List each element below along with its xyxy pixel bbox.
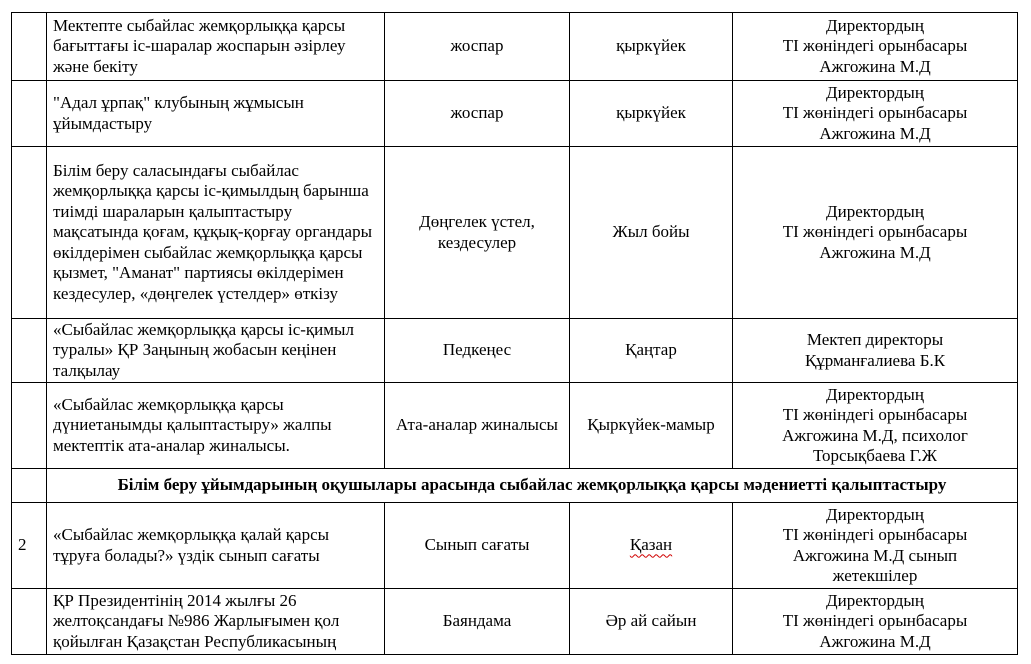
row-number (12, 469, 47, 503)
term-text: Қазан (629, 535, 673, 555)
responsible-line: Ажгожина М.Д сынып (792, 545, 958, 565)
row-number (12, 81, 47, 147)
form-cell: жоспар (385, 81, 570, 147)
event-cell: Білім беру саласындағы сыбайлас жемқорлыққа қарсы іс-қимылдың барынша тиімді шараларын қалыптастыру мақсатында қоғам, құқық-қорғау органдары өкілдерімен сыбайлас жемқорлыққа қарсы қызмет, "Аманат" партиясы өкілдерімен кездесулер, «дөңгелек үстелдер» өткізу (47, 147, 385, 319)
row-number (12, 13, 47, 81)
term-cell: қыркүйек (570, 81, 733, 147)
responsible-line: ТІ жөніндегі орынбасары (782, 222, 968, 242)
responsible-line: Мектеп директоры (806, 330, 944, 349)
form-cell: Педкеңес (385, 319, 570, 383)
term-cell: Қаңтар (570, 319, 733, 383)
responsible-line: Ажгожина М.Д (819, 56, 931, 76)
term-cell: Қыркүйек-мамыр (570, 383, 733, 469)
responsible-line: Торсықбаева Г.Ж (812, 446, 938, 465)
responsible-cell (733, 383, 1018, 469)
responsible-line: Ажгожина М.Д (819, 242, 931, 262)
anticorruption-plan-table (11, 12, 1018, 655)
event-cell: ҚР Президентінің 2014 жылғы 26 желтоқсандағы №986 Жарлығымен қол қойылған Қазақстан Республикасының (47, 589, 385, 655)
responsible-line: ТІ жөніндегі орынбасары (782, 405, 968, 424)
table-row (12, 589, 1018, 655)
section-title: Білім беру ұйымдарының оқушылары арасында сыбайлас жемқорлыққа қарсы мәдениетті қалыптастыру (47, 469, 1018, 503)
event-cell: Мектепте сыбайлас жемқорлыққа қарсы бағыттағы іс-шаралар жоспарын әзірлеу және бекіту (47, 13, 385, 81)
form-cell: Баяндама (385, 589, 570, 655)
form-cell: Дөңгелек үстел, кездесулер (385, 147, 570, 319)
responsible-line: Директордың (826, 201, 924, 221)
responsible-cell (733, 589, 1018, 655)
responsible-line: ТІ жөніндегі орынбасары (782, 36, 968, 56)
responsible-line: Директордың (826, 82, 924, 102)
responsible-line: Ажгожина М.Д (819, 631, 931, 651)
responsible-line: Директордың (826, 15, 924, 35)
term-cell: қыркүйек (570, 13, 733, 81)
table-row (12, 147, 1018, 319)
form-cell: жоспар (385, 13, 570, 81)
term-cell: Әр ай сайын (570, 589, 733, 655)
row-number (12, 147, 47, 319)
form-cell: Ата-аналар жиналысы (385, 383, 570, 469)
responsible-line: ТІ жөніндегі орынбасары (782, 525, 968, 544)
responsible-line: жетекшілер (832, 566, 918, 585)
responsible-cell (733, 147, 1018, 319)
row-number (12, 589, 47, 655)
responsible-cell (733, 81, 1018, 147)
responsible-cell (733, 503, 1018, 589)
responsible-line: ТІ жөніндегі орынбасары (782, 611, 968, 631)
table-row (12, 81, 1018, 147)
event-cell: «Сыбайлас жемқорлыққа қарсы дүниетанымды қалыптастыру» жалпы мектептік ата-аналар жиналысы. (47, 383, 385, 469)
term-cell (570, 503, 733, 589)
event-cell: «Сыбайлас жемқорлыққа қарсы іс-қимыл туралы» ҚР Заңының жобасын кеңінен талқылау (47, 319, 385, 383)
responsible-line: Директордың (826, 590, 924, 610)
event-cell: "Адал ұрпақ" клубының жұмысын ұйымдастыру (47, 81, 385, 147)
section-row (12, 469, 1018, 503)
table-row (12, 319, 1018, 383)
responsible-cell (733, 319, 1018, 383)
row-number (12, 383, 47, 469)
table-row (12, 503, 1018, 589)
form-cell: Сынып сағаты (385, 503, 570, 589)
responsible-line: Құрманғалиева Б.К (804, 350, 946, 370)
table-row (12, 383, 1018, 469)
term-cell: Жыл бойы (570, 147, 733, 319)
row-number: 2 (12, 503, 47, 589)
row-number (12, 319, 47, 383)
responsible-line: Ажгожина М.Д (819, 123, 931, 143)
responsible-cell (733, 13, 1018, 81)
responsible-line: ТІ жөніндегі орынбасары (782, 103, 968, 123)
responsible-line: Ажгожина М.Д, психолог (782, 425, 968, 445)
responsible-line: Директордың (826, 504, 924, 524)
table-row (12, 13, 1018, 81)
event-cell: «Сыбайлас жемқорлыққа қалай қарсы тұруға болады?» үздік сынып сағаты (47, 503, 385, 589)
responsible-line: Директордың (826, 384, 924, 404)
